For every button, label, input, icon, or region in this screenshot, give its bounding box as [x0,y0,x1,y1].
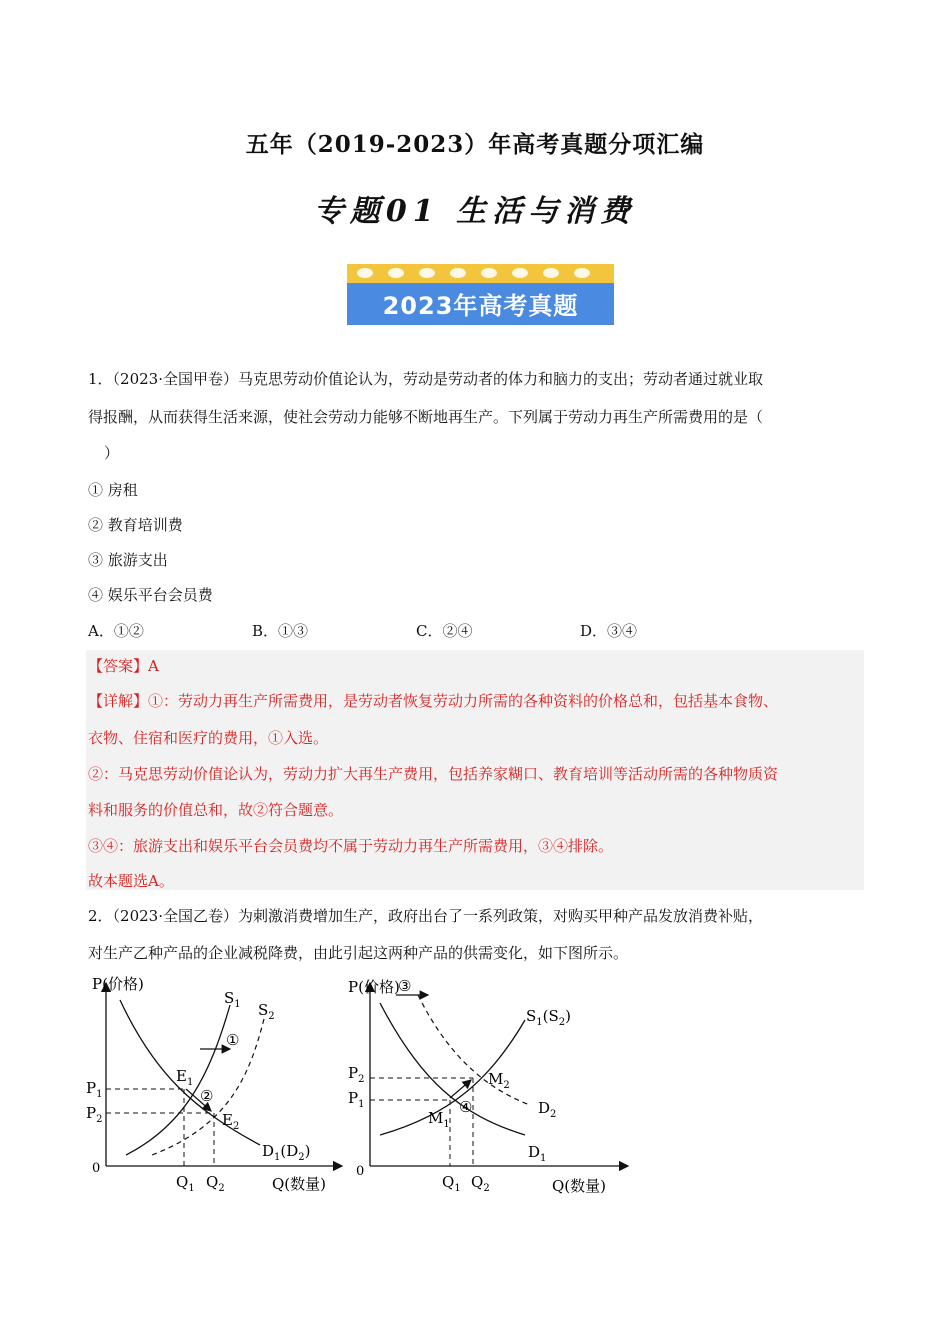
origin-label: 0 [356,1164,365,1179]
q2-stem-line2: 对生产乙种产品的企业减税降费，由此引起这两种产品的供需变化，如下图所示。 [88,944,629,962]
q1-detail-line: 料和服务的价值总和，故②符合题意。 [88,801,344,819]
q1-detail-line: 故本题选A。 [88,872,174,890]
svg-text:Q2: $Q_2$ [206,1173,225,1194]
svg-text:S2 [258,1001,275,1022]
q1-item: ④ 娱乐平台会员费 [88,586,213,604]
demand-curve-d1 [380,1003,525,1135]
q2-stem-line1: 2．（2023·全国乙卷）为刺激消费增加生产，政府出台了一系列政策，对购买甲种产品发放消费补贴， [88,907,763,925]
svg-text:D1: $D_1$ [528,1143,547,1164]
q1-option-d: D．③④ [580,622,638,640]
s2-label: S [258,1001,269,1019]
shift-arrow-4 [450,1080,471,1098]
supply-curve-s2 [152,1015,265,1155]
d1-label: D [528,1143,541,1161]
svg-text:S1(S2): $S_1(S_2)$ [526,1007,572,1028]
svg-text:M1: $M_1$ [428,1109,450,1130]
svg-text:E2: $E_2$ [222,1111,240,1132]
q1-detail-line: ③④：旅游支出和娱乐平台会员费均不属于劳动力再生产所需费用，③④排除。 [88,837,614,855]
marker-2: ② [200,1087,214,1105]
svg-text:M2: $M_2$ [488,1070,510,1091]
x-axis-label: Q(数量) [272,1175,327,1193]
y-axis-label: P(价格) [92,975,144,993]
marker-3: ③ [398,977,412,995]
q1-item: ② 教育培训费 [88,516,183,534]
q2-label: Q [471,1173,484,1191]
q1-detail-line: 【详解】①：劳动力再生产所需费用，是劳动者恢复劳动力所需的各种资料的价格总和，包括基本食物、 [88,692,779,710]
svg-text:Q1: $Q_1$ [442,1173,461,1194]
p2-label: P [86,1104,97,1122]
d-label: D [262,1142,275,1160]
q1-option-a: A．①② [88,622,144,640]
svg-text:Q2: $Q_2$ [471,1173,490,1194]
d2-label: D [538,1099,551,1117]
q1-detail-line: ②：马克思劳动价值论认为，劳动力扩大再生产费用，包括养家糊口、教育培训等活动所需的各种物质资 [88,765,779,783]
q1-stem-line3: ） [104,444,120,462]
p1-label: P [348,1089,359,1107]
demand-curve-d2 [418,995,530,1105]
svg-text:Q1: $Q_1$ [176,1173,195,1194]
x-axis-label: Q(数量) [552,1177,607,1195]
svg-text:D1(D2): $D_1(D_2)$ [262,1142,311,1163]
q1-item: ③ 旅游支出 [88,551,168,569]
svg-text:P1: $P_1$ [86,1079,103,1100]
svg-text:D2: $D_2$ [538,1099,557,1120]
figure-left [80,965,350,1200]
origin-label: 0 [92,1161,101,1176]
svg-text:P1: $P_1$ [348,1089,365,1110]
banner-strip [347,264,614,283]
s1-label: S [224,989,235,1007]
svg-text:S1 [224,989,241,1010]
q1-stem-line2: 得报酬，从而获得生活来源，使社会劳动力能够不断地再生产。下列属于劳动力再生产所需费用的是（ [88,408,764,426]
q2-label: Q [206,1173,219,1191]
m2-label: M [488,1070,504,1088]
marker-1: ① [226,1031,240,1049]
q1-label: Q [442,1173,455,1191]
s1-sub: 1 [234,999,241,1010]
svg-text:P2: $P_2$ [86,1104,103,1125]
topic-title: 专题01 生活与消费 [313,194,637,229]
q1-item: ① 房租 [88,481,138,499]
svg-text:P2: $P_2$ [348,1064,365,1085]
s-label: S [526,1007,537,1025]
e2-label: E [222,1111,233,1129]
svg-text:E1: $E_1$ [176,1067,194,1088]
q1-answer: 【答案】A [88,657,159,675]
document-title: 五年（2019-2023）年高考真题分项汇编 [245,131,705,158]
m1-label: M [428,1109,444,1127]
banner-label: 2023年高考真题 [382,292,579,320]
figure-right [340,965,640,1200]
q1-stem-line1: 1．（2023·全国甲卷）马克思劳动价值论认为，劳动是劳动者的体力和脑力的支出；劳动者通过就业取 [88,370,763,388]
q1-label: Q [176,1173,189,1191]
section-banner [347,264,614,325]
y-axis-label: P(价格) [348,978,400,996]
q1-option-c: C．②④ [416,622,473,640]
q1-option-b: B．①③ [252,622,309,640]
e1-label: E [176,1067,187,1085]
q1-detail-line: 衣物、住宿和医疗的费用，①入选。 [88,729,329,747]
s2-sub: 2 [268,1011,275,1022]
p2-label: P [348,1064,359,1082]
p1-label: P [86,1079,97,1097]
marker-4: ④ [459,1098,473,1116]
